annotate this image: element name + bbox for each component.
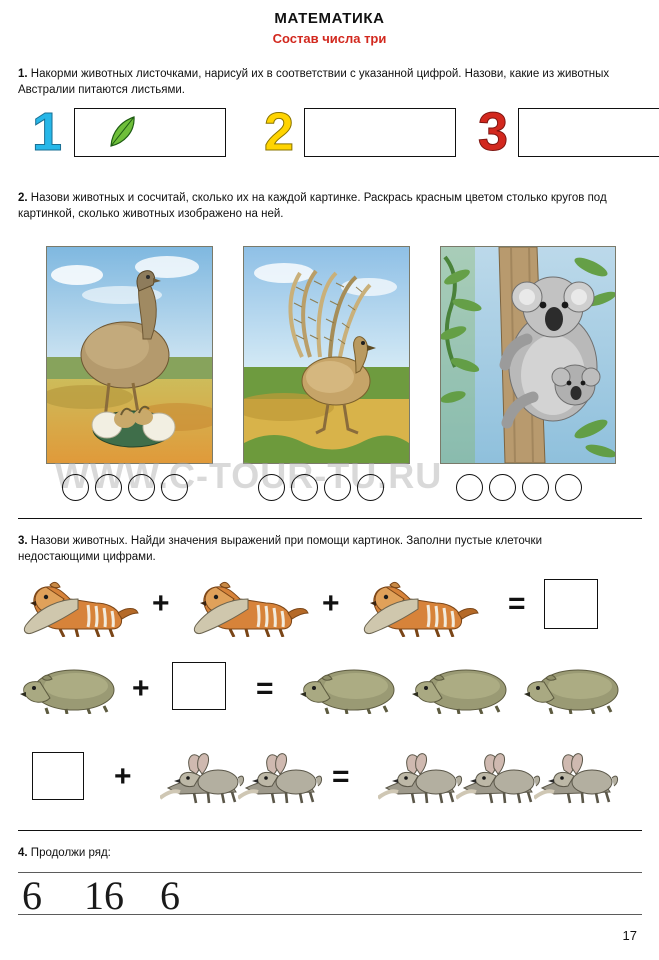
equals-sign-3: = [332, 760, 350, 793]
circle-3-4[interactable] [555, 474, 582, 501]
answer-box-bilby[interactable] [32, 752, 84, 800]
wombat-icon-2 [300, 664, 400, 714]
task-4-number: 4. [18, 847, 28, 859]
digit-two: 2 [264, 102, 295, 162]
bilby-icon-4 [456, 748, 542, 804]
task-3-body: Назови животных. Найди значения выражений при помощи картинок. Заполни пустые клеточки недостающими цифрами. [18, 535, 543, 563]
bilby-icon-1 [160, 748, 246, 804]
digit-three: 3 [478, 102, 509, 162]
bilby-icon-2 [238, 748, 324, 804]
task-3-text [18, 533, 578, 565]
answer-box-1[interactable] [74, 108, 226, 157]
wombat-icon-1 [20, 664, 120, 714]
watermark: WWW.C-TOUR-TU.RU [55, 455, 443, 496]
circle-3-2[interactable] [489, 474, 516, 501]
task-4-text [18, 845, 418, 861]
circle-2-2[interactable] [291, 474, 318, 501]
divider-after-task-3 [18, 830, 642, 831]
wombat-icon-3 [412, 664, 512, 714]
task-1-row [18, 103, 642, 165]
numbat-tail-2 [190, 591, 250, 637]
leaf-icon [108, 115, 138, 148]
task-2-pictures [46, 246, 614, 462]
digit-one: 1 [32, 102, 63, 162]
task-2-text [18, 190, 626, 222]
equals-sign-2: = [256, 672, 274, 705]
sequence-number-2: 16 [84, 873, 124, 918]
circle-1-1[interactable] [62, 474, 89, 501]
bilby-equation-row [20, 748, 640, 808]
circle-2-1[interactable] [258, 474, 285, 501]
koala-with-baby-photo [440, 246, 616, 464]
sequence-number-3: 6 [160, 873, 180, 918]
task-4-body: Продолжи ряд: [30, 847, 111, 859]
circle-1-3[interactable] [128, 474, 155, 501]
circle-2-3[interactable] [324, 474, 351, 501]
plus-sign-1: + [152, 587, 170, 620]
page-number: 17 [622, 928, 637, 943]
answer-box-2[interactable] [304, 108, 456, 157]
task-1-text [18, 66, 642, 98]
task-2-number: 2. [18, 192, 28, 204]
page-subtitle: Состав числа три [272, 31, 387, 46]
wombat-icon-4 [524, 664, 624, 714]
circle-1-2[interactable] [95, 474, 122, 501]
circles-group-1 [62, 474, 202, 500]
answer-box-wombat[interactable] [172, 662, 226, 710]
numbat-tail-1 [20, 591, 80, 637]
numbat-equation-row [20, 573, 640, 643]
answer-box-numbat[interactable] [544, 579, 598, 629]
sequence-number-1: 6 [22, 873, 42, 918]
wombat-equation-row [20, 660, 640, 730]
circle-3-3[interactable] [522, 474, 549, 501]
plus-sign-4: + [114, 760, 132, 793]
circle-3-1[interactable] [456, 474, 483, 501]
circle-2-4[interactable] [357, 474, 384, 501]
task-1-body: Накорми животных листочками, нарисуй их в соответствии с указанной цифрой. Назови, какие из животных Австралии питаются листьями. [18, 68, 610, 96]
page-title: МАТЕМАТИКА [274, 10, 385, 27]
plus-sign-3: + [132, 672, 150, 705]
emu-with-chicks-photo [46, 246, 213, 464]
circles-group-2 [258, 474, 398, 500]
task-3-number: 3. [18, 535, 28, 547]
plus-sign-2: + [322, 587, 340, 620]
divider-after-task-2 [18, 518, 642, 519]
circle-1-4[interactable] [161, 474, 188, 501]
equals-sign-1: = [508, 587, 526, 620]
numbat-tail-3 [360, 591, 420, 637]
task-1-number: 1. [18, 68, 28, 80]
lyrebird-photo [243, 246, 410, 464]
answer-box-3[interactable] [518, 108, 659, 157]
bilby-icon-5 [534, 748, 620, 804]
bilby-icon-3 [378, 748, 464, 804]
task-2-body: Назови животных и сосчитай, сколько их на каждой картинке. Раскрась красным цветом столько кругов под картинкой, сколько животных изображено на ней. [18, 192, 607, 220]
circles-group-3 [456, 474, 596, 500]
